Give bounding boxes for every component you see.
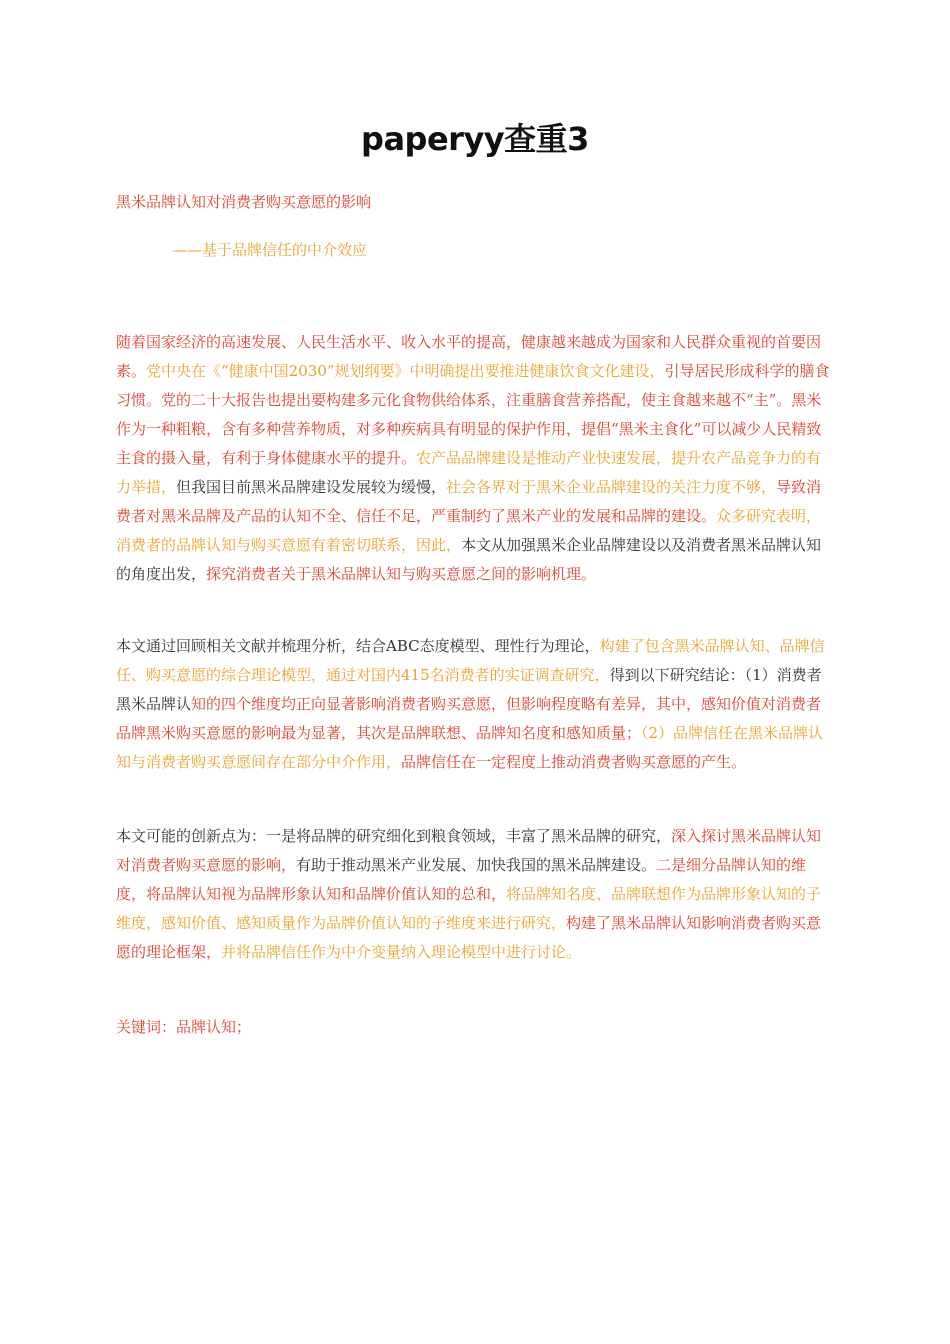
paper-title: 黑米品牌认知对消费者购买意愿的影响 [116, 193, 372, 211]
text-segment: 本文从加强黑米企业品牌建设以及消费者黑米品牌认知的角度出发， [116, 536, 822, 583]
abstract-paragraph-1 [116, 328, 836, 589]
text-segment: 党中央在《“健康中国2030”规划纲要》中明确提出要推进健康饮食文化建设， [146, 362, 665, 380]
text-segment: 将品牌知名度、品牌联想作为品牌形象认知的子维度，感知价值、感知质量作为品牌价值认知的子维度来进行研究， [116, 885, 822, 932]
text-segment: 引导居民形成科学的膳食习惯。党的二十大报告也提出要构建多元化食物供给体系，注重膳食营养搭配，使主食越来越不“主”。黑米作为一种粗粮，含有多种营养物质，对多种疾病具有明显的保护作用，提倡“黑米主食化”可以减少人民精致主食的摄入量，有利于身体健康水平的提升。 [116, 362, 830, 467]
text-segment: 众多研究表明，消费者的品牌认知与购买意愿有着密切联系，因此， [116, 507, 822, 554]
text-segment: 探究消费者关于黑米品牌认知与购买意愿之间的影响机理。 [206, 565, 597, 583]
text-segment: 并将品牌信任作为中介变量纳入理论模型中进行讨论。 [221, 943, 582, 961]
text-segment: 构建了黑米品牌认知影响消费者购买意愿的理论框架， [116, 914, 822, 961]
text-segment: 但我国目前黑米品牌建设发展较为缓慢， [176, 478, 447, 496]
keywords: 关键词：品牌认知； [116, 1018, 252, 1036]
text-segment: 社会各界对于黑米企业品牌建设的关注力度不够， [446, 478, 777, 496]
text-segment: 本文通过回顾相关文献并梳理分析，结合ABC态度模型、理性行为理论， [116, 637, 600, 655]
text-segment: 品牌信任在一定程度上推动消费者购买意愿的产生。 [401, 753, 747, 771]
abstract-paragraph-2 [116, 632, 836, 777]
text-segment: 深入探讨黑米品牌认知对消费者购买意愿的影响， [116, 827, 822, 874]
text-segment: 随着国家经济的高速发展、人民生活水平、收入水平的提高，健康越来越成为国家和人民群众重视的首要因素。 [116, 333, 822, 380]
abstract-paragraph-3 [116, 822, 836, 967]
text-segment: 二是细分品牌认知的维度，将品牌认知视为品牌形象认知和品牌价值认知的总和， [116, 856, 807, 903]
text-segment: 导致消费者对黑米品牌及产品的认知不全、信任不足，严重制约了黑米产业的发展和品牌的建设。 [116, 478, 822, 525]
text-segment: 农产品品牌建设是推动产业快速发展，提升农产品竞争力的有力举措， [116, 449, 822, 496]
text-segment: 知的四个维度均正向显著影响消费者购买意愿，但影响程度略有差异，其中，感知价值对消费者品牌黑米购买意愿的影响最为显著，其次是品牌联想、品牌知名度和感知质量； [116, 695, 822, 742]
text-segment: 本文可能的创新点为：一是将品牌的研究细化到粮食领域，丰富了黑米品牌的研究， [116, 827, 672, 845]
paper-subtitle: ——基于品牌信任的中介效应 [172, 241, 368, 259]
document-title: paperyy查重3 [361, 120, 589, 158]
text-segment: （2）品牌信任在黑米品牌认知与消费者购买意愿间存在部分中介作用， [116, 724, 824, 771]
text-segment: 构建了包含黑米品牌认知、品牌信任、购买意愿的综合理论模型，通过对国内415名消费者的实证调查研究， [116, 637, 825, 684]
text-segment: 得到以下研究结论：（1）消费者黑米品牌认 [116, 666, 822, 713]
text-segment: 有助于推动黑米产业发展、加快我国的黑米品牌建设。 [296, 856, 657, 874]
